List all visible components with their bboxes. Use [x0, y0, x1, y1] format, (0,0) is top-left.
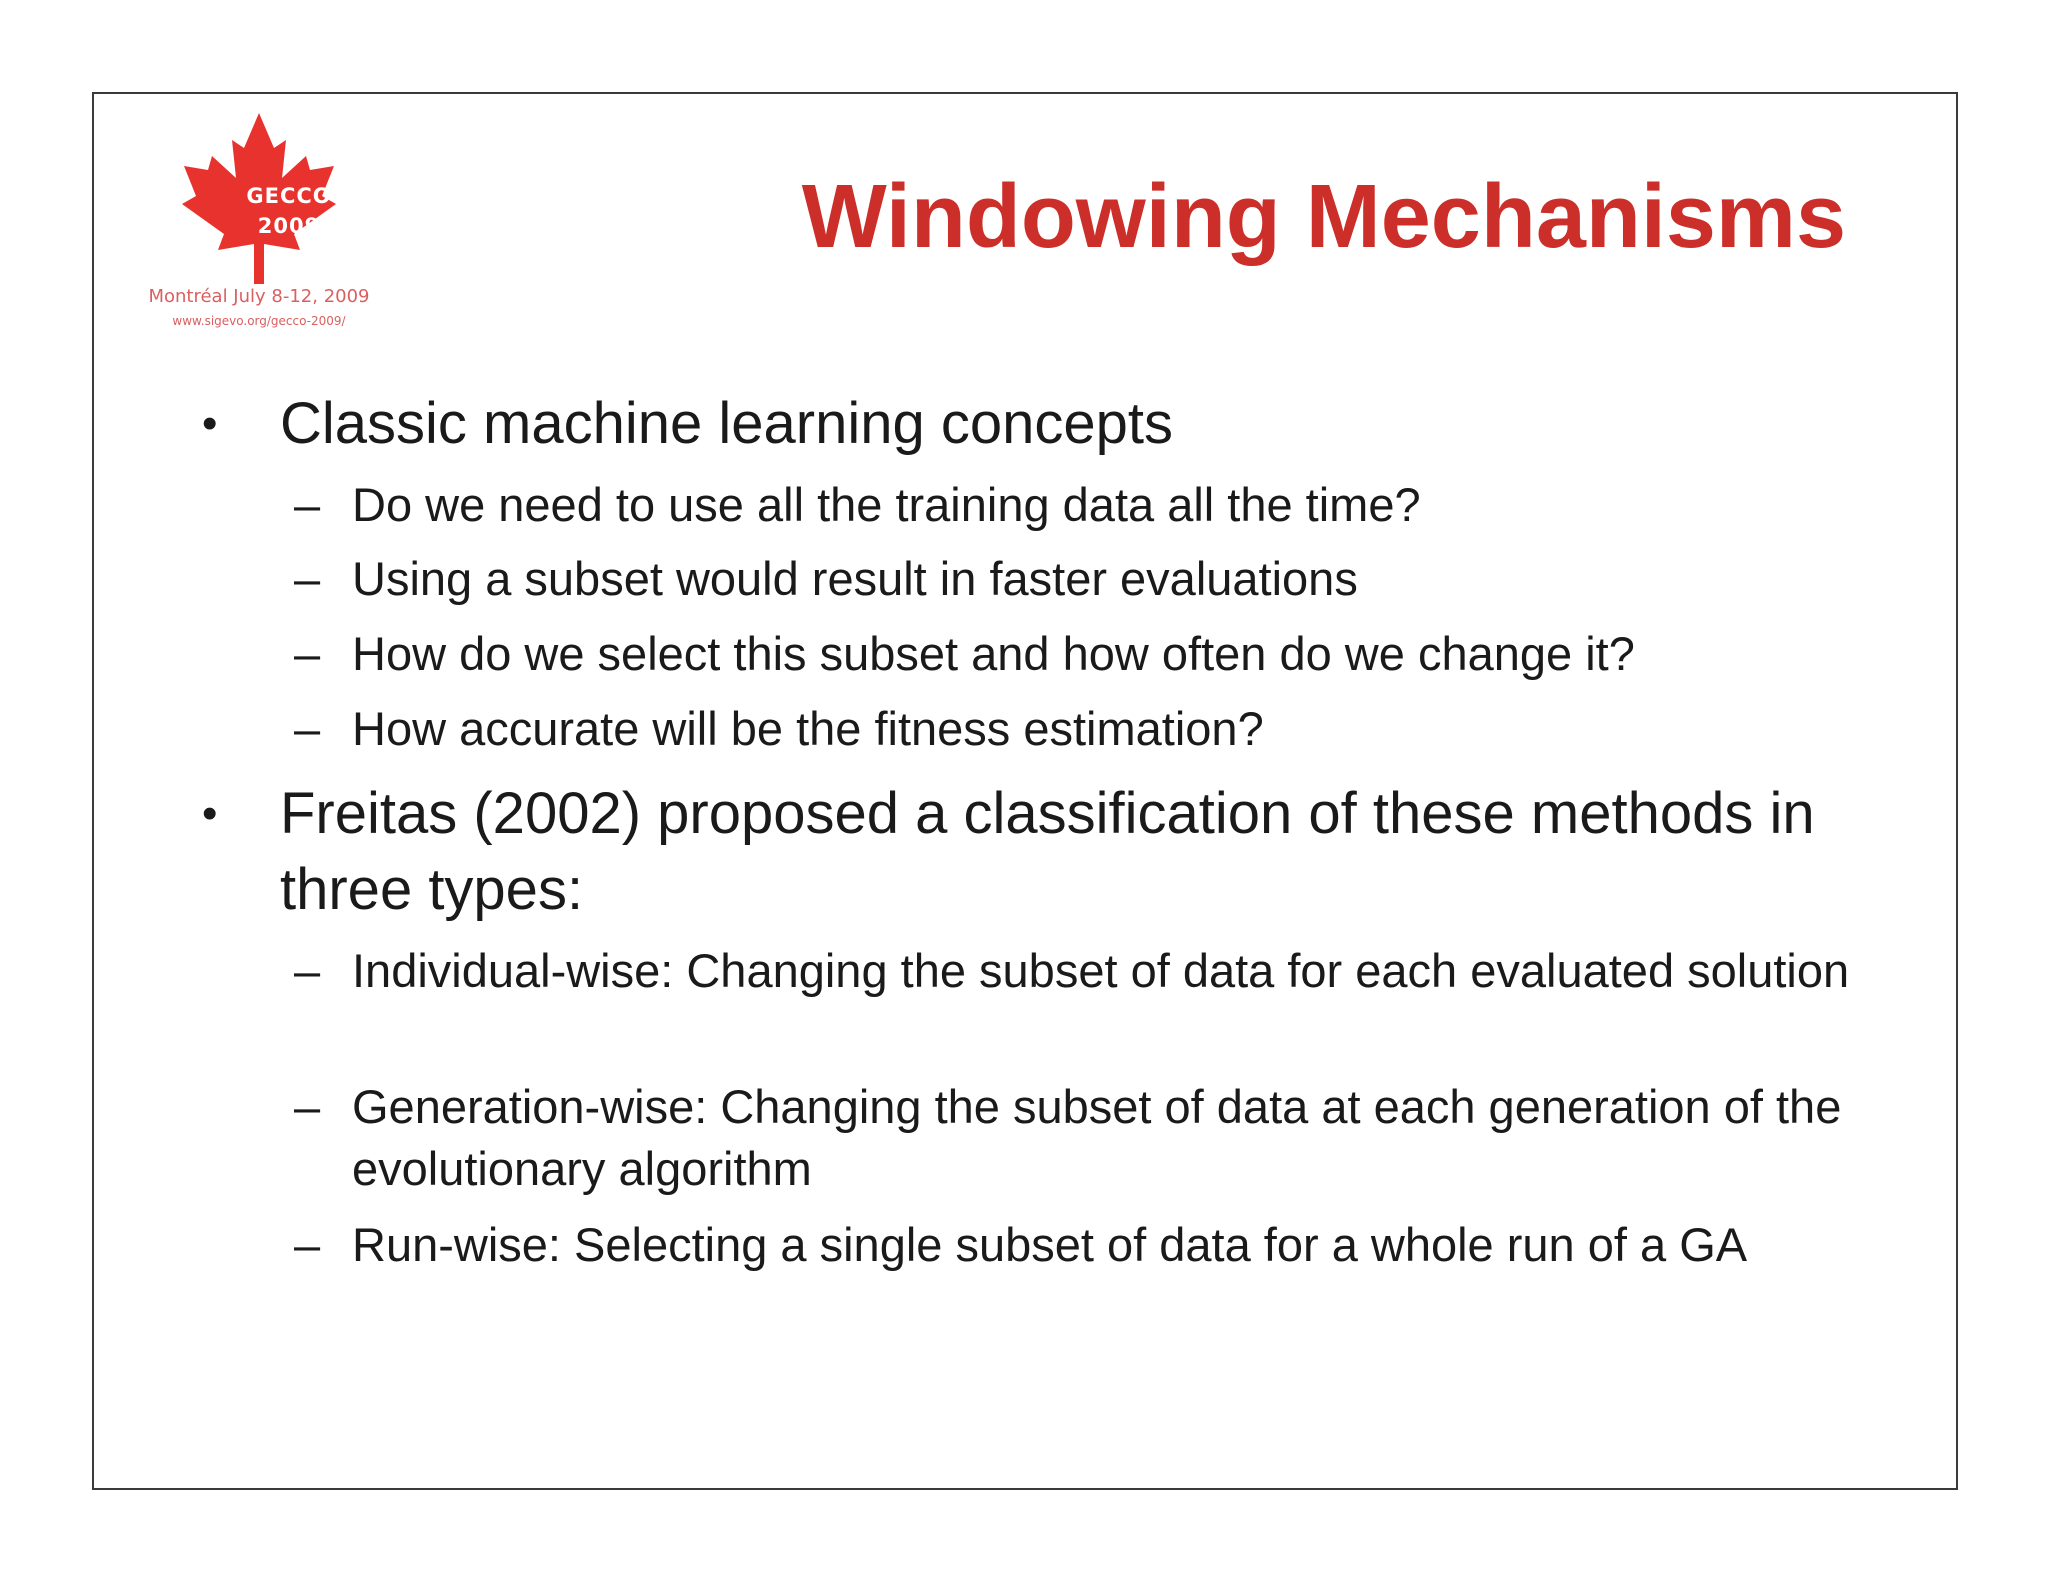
bullet-glyph: • [202, 399, 218, 448]
sub-bullet-glyph: – [294, 478, 321, 531]
logo-name-top: GECCO [246, 184, 332, 208]
bullet-text: Classic machine learning concepts [280, 391, 1173, 456]
slide [92, 92, 1958, 1490]
bullet-text: Freitas (2002) proposed a classification of these methods in three types: [280, 781, 1815, 922]
sub-bullet-text: Do we need to use all the training data all the time? [352, 478, 1421, 531]
slide-title: Windowing Mechanisms [801, 167, 1846, 267]
sub-bullet-glyph: – [294, 627, 321, 680]
sub-bullet-glyph: – [294, 702, 321, 755]
gecco-logo [114, 108, 404, 338]
logo-name-bottom: 2009 [257, 214, 321, 238]
logo-caption: Montréal July 8-12, 2009 [148, 286, 370, 307]
sub-bullet-text: How do we select this subset and how often do we change it? [352, 627, 1635, 680]
bullet-glyph: • [202, 789, 218, 838]
sub-bullet-glyph: – [294, 944, 321, 997]
sub-bullet-text: Generation-wise: Changing the subset of data at each generation of the evolutionary algorithm [352, 1080, 1842, 1195]
sub-bullet-text: How accurate will be the fitness estimation? [352, 702, 1264, 755]
sub-bullet-glyph: – [294, 552, 321, 605]
sub-bullet-glyph: – [294, 1080, 321, 1133]
sub-bullet-text: Using a subset would result in faster evaluations [352, 552, 1358, 605]
logo-url: www.sigevo.org/gecco-2009/ [172, 314, 346, 328]
sub-bullet-text: Run-wise: Selecting a single subset of data for a whole run of a GA [352, 1218, 1748, 1271]
sub-bullet-glyph: – [294, 1218, 321, 1271]
sub-bullet-text: Individual-wise: Changing the subset of data for each evaluated solution [352, 944, 1850, 997]
